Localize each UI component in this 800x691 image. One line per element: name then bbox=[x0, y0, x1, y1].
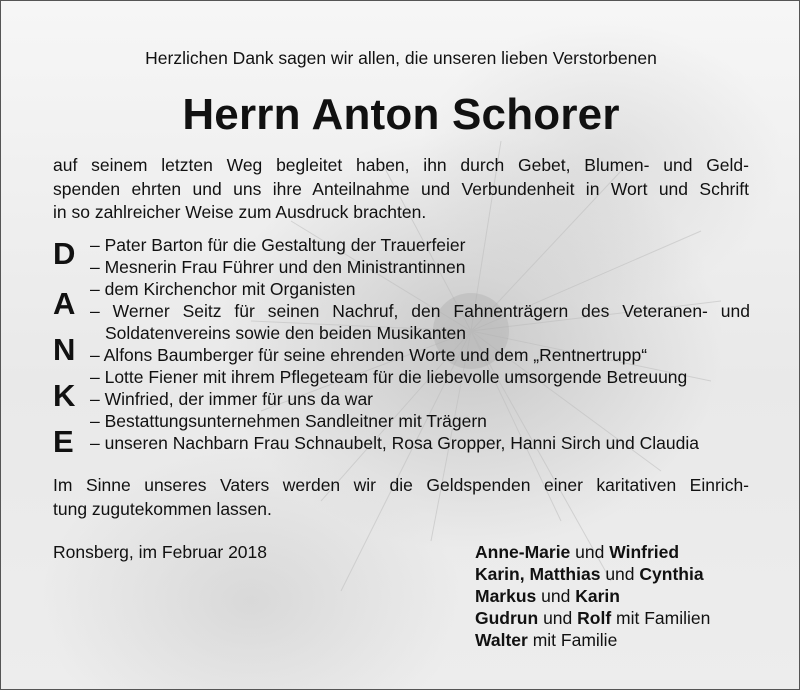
signer-conjunction: und bbox=[575, 542, 605, 562]
signer-suffix: mit Familien bbox=[616, 608, 711, 628]
thanks-item: – dem Kirchenchor mit Organisten bbox=[90, 279, 356, 299]
thanks-item: – Werner Seitz für seinen Nachruf, den Fahnenträgern des Veteranen- und bbox=[90, 301, 750, 321]
thanks-item: – Lotte Fiener mit ihrem Pflegeteam für die liebevolle umsorgende Betreuung bbox=[90, 367, 688, 387]
thanks-item: – Winfried, der immer für uns da war bbox=[90, 389, 374, 409]
thanks-item: – Mesnerin Frau Führer und den Ministrantinnen bbox=[90, 257, 466, 277]
danke-letter: N bbox=[53, 332, 76, 367]
signer-name: Walter bbox=[475, 630, 528, 650]
paragraph-line: tung zugutekommen lassen. bbox=[53, 498, 272, 519]
paragraph-line: Im Sinne unseres Vaters werden wir die Geldspenden einer karitativen Einrich- bbox=[53, 475, 749, 495]
signer-conjunction: und bbox=[543, 608, 573, 628]
place-date: Ronsberg, im Februar 2018 bbox=[53, 542, 267, 562]
paragraph-line: in so zahlreicher Weise zum Ausdruck brachten. bbox=[53, 202, 427, 222]
donation-paragraph bbox=[53, 474, 749, 521]
danke-letter: E bbox=[53, 424, 74, 459]
signer-name: Cynthia bbox=[639, 564, 704, 584]
signer-name: Gudrun bbox=[475, 608, 539, 628]
paragraph-line: auf seinem letzten Weg begleitet haben, ihn durch Gebet, Blumen- und Geld- bbox=[53, 155, 749, 175]
intro-text: Herzlichen Dank sagen wir allen, die unseren lieben Verstorbenen bbox=[145, 48, 657, 68]
signer-row bbox=[475, 541, 710, 563]
signer-row bbox=[475, 607, 710, 629]
acknowledgement-paragraph bbox=[53, 154, 749, 225]
signer-row bbox=[475, 629, 710, 651]
paragraph-line: spenden ehrten und uns ihre Anteilnahme und Verbundenheit in Wort und Schrift bbox=[53, 178, 749, 199]
danke-letter: A bbox=[53, 286, 76, 321]
signer-name: Markus bbox=[475, 586, 537, 606]
signer-conjunction: und bbox=[541, 586, 571, 606]
thanks-item: – Bestattungsunternehmen Sandleitner mit Trägern bbox=[90, 411, 487, 431]
signer-name: Karin bbox=[575, 586, 620, 606]
thanks-item-continuation: Soldatenvereins sowie den beiden Musikanten bbox=[105, 323, 466, 343]
signers-block bbox=[475, 541, 710, 651]
signer-name: Anne-Marie bbox=[475, 542, 571, 562]
thanks-item: – unseren Nachbarn Frau Schnaubelt, Rosa Gropper, Hanni Sirch und Claudia bbox=[90, 433, 699, 453]
signer-name: Karin, Matthias bbox=[475, 564, 601, 584]
signer-row bbox=[475, 585, 710, 607]
deceased-name: Herrn Anton Schorer bbox=[182, 90, 620, 139]
thanks-item: – Alfons Baumberger für seine ehrenden Worte und dem „Rentnertrupp“ bbox=[90, 345, 648, 365]
thanks-item: – Pater Barton für die Gestaltung der Trauerfeier bbox=[90, 235, 466, 255]
danke-letter: K bbox=[53, 378, 76, 413]
signer-conjunction: und bbox=[605, 564, 635, 584]
signer-row bbox=[475, 563, 710, 585]
danke-letter: D bbox=[53, 236, 76, 271]
signer-name: Winfried bbox=[609, 542, 680, 562]
thanks-list bbox=[90, 234, 750, 454]
signer-suffix: mit Familie bbox=[532, 630, 618, 650]
signer-name: Rolf bbox=[577, 608, 612, 628]
